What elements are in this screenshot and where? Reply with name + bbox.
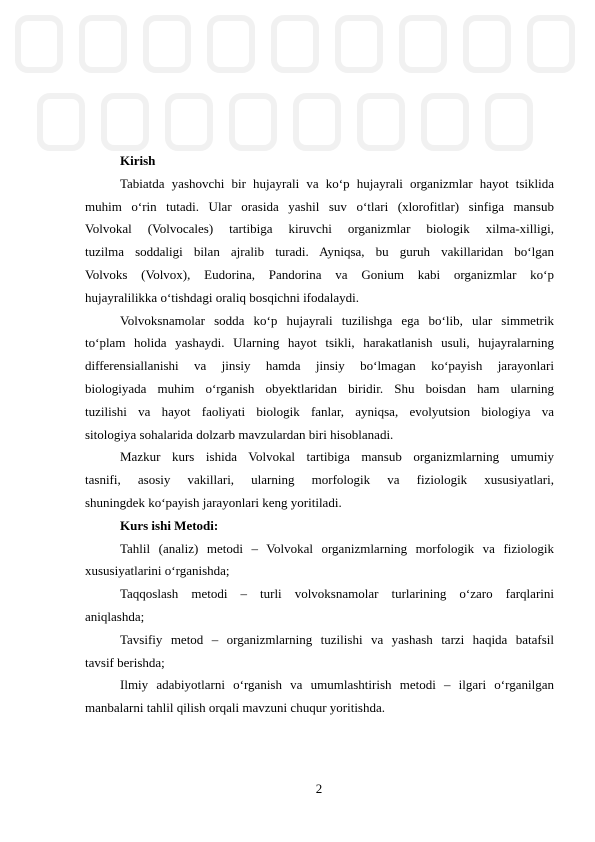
intro-heading: Kirish — [120, 153, 156, 168]
text-line: shuningdek ko‘payish jarayonlari keng yoritiladi. — [85, 494, 342, 510]
document-body — [85, 150, 554, 720]
text-line: Tavsifiy metod – organizmlarning tuzilishi va yashash tarzi haqida batafsil — [120, 631, 554, 647]
intro-paragraph-3 — [85, 446, 554, 514]
text-line: Tabiatda yashovchi bir hujayrali va ko‘p hujayrali organizmlar hayot tsiklida — [120, 175, 554, 191]
text-line: Mazkur kurs ishida Volvokal tartibiga mansub organizmlarning umumiy — [120, 449, 554, 465]
intro-paragraph-1 — [85, 173, 554, 310]
text-line: biologiyada muhim o‘rganish obyektlaridan biridir. Shu boisdan ham ularning — [85, 380, 554, 396]
methods-heading: Kurs ishi Metodi: — [120, 517, 219, 533]
method-item-literature — [85, 674, 554, 720]
text-line: differensiallanishi va jinsiy hamda jinsiy bo‘lmagan ko‘payish jarayonlari — [85, 358, 554, 374]
text-line: to‘plam holida yashaydi. Ularning hayot tsikli, harakatlanish usuli, hujayralarning — [85, 335, 554, 351]
text-line: muhim o‘rin tutadi. Ular orasida yashil suv o‘tlari (xlorofitlar) sinfiga mansub — [85, 198, 554, 214]
text-line: sitologiya sohalarida dolzarb mavzulardan biri hisoblanadi. — [85, 426, 394, 442]
method-item-comparison — [85, 583, 554, 629]
method-item-descriptive — [85, 629, 554, 675]
text-line: manbalarni tahlil qilish orqali mavzuni chuqur yoritishda. — [85, 700, 386, 716]
text-line: tasnifi, asosiy vakillari, ularning morfologik va fiziologik xususiyatlari, — [85, 472, 554, 488]
text-line: Taqqoslash metodi – turli volvoksnamolar turlarining o‘zaro farqlarini — [120, 586, 554, 602]
text-line: Volvokal (Volvocales) tartibiga kiruvchi organizmlar biologik xilma-xilligi, — [85, 221, 554, 237]
text-line: tavsif berishda; — [85, 654, 165, 670]
text-line: Ilmiy adabiyotlarni o‘rganish va umumlashtirish metodi – ilgari o‘rganilgan — [120, 677, 554, 693]
text-line: xususiyatlarini o‘rganishda; — [85, 563, 230, 579]
intro-paragraph-2 — [85, 310, 554, 447]
text-line: Volvoks (Volvox), Eudorina, Pandorina va Gonium kabi organizmlar ko‘p — [85, 266, 554, 282]
text-line: aniqlashda; — [85, 608, 145, 624]
page-number: 2 — [315, 781, 323, 796]
text-line: hujayralilikka o‘tishdagi oraliq bosqichni ifodalaydi. — [85, 289, 360, 305]
text-line: tuzilishi va hayot faoliyati biologik fanlar, ayniqsa, evolyutsion biologiya va — [85, 403, 554, 419]
watermark-pattern — [18, 18, 572, 148]
text-line: Volvoksnamolar sodda ko‘p hujayrali tuzilishga ega bo‘lib, ular simmetrik — [120, 312, 554, 328]
text-line: Tahlil (analiz) metodi – Volvokal organizmlarning morfologik va fiziologik — [120, 540, 554, 556]
text-line: tuzilma soddaligi bilan ajralib turadi. Ayniqsa, bu guruh vakillaridan bo‘lgan — [85, 244, 554, 260]
method-item-analysis — [85, 538, 554, 584]
